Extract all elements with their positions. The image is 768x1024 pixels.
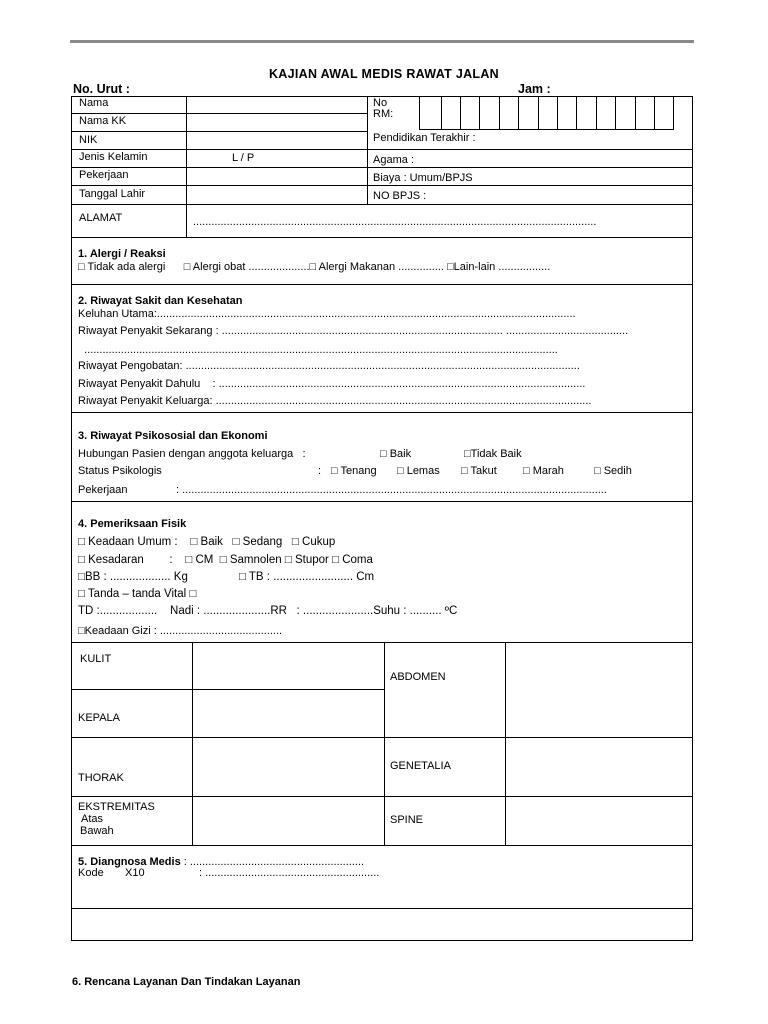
rm-box [596, 97, 597, 129]
exam-row-line [72, 737, 693, 738]
rm-box [673, 97, 674, 129]
label-no-bpjs: NO BPJS : [373, 190, 427, 202]
section-line [72, 237, 693, 238]
riwayat-dahulu: Riwayat Penyakit Dahulu : ........................................................................................................................ [78, 378, 586, 390]
pekerjaan-dots: : ........................................................................................................................................... [176, 484, 607, 496]
row-line [72, 113, 368, 114]
kode-dots: : ......................................................... [199, 867, 380, 879]
exam-abdomen: ABDOMEN [390, 671, 446, 683]
rm-box [654, 97, 655, 129]
section-line [72, 845, 693, 846]
label-kode: Kode [78, 867, 104, 879]
option-takut: □ Takut [461, 465, 497, 477]
exam-col-3 [505, 642, 506, 845]
label-alamat: ALAMAT [79, 212, 123, 224]
status-colon: : [318, 465, 322, 477]
rm-box [479, 97, 480, 129]
section-2-heading: 2. Riwayat Sakit dan Kesehatan [78, 295, 243, 307]
keluhan-utama: Keluhan Utama:......................................................................................................................................... [78, 308, 576, 320]
option-lemas: □ Lemas [397, 465, 440, 477]
diagnosa-dots: : ......................................................... [180, 856, 365, 868]
section-line [72, 501, 693, 502]
exam-thorak: THORAK [78, 772, 124, 784]
section-1-heading: 1. Alergi / Reaksi [78, 248, 166, 260]
label-pekerjaan-s3: Pekerjaan [78, 484, 128, 496]
exam-ekstremitas: EKSTREMITAS [78, 801, 155, 813]
kesadaran: □ Kesadaran : □ CM □ Samnolen □ Stupor □ Coma [78, 554, 373, 566]
label-tanggal-lahir: Tanggal Lahir [79, 188, 146, 200]
riwayat-pengobatan: Riwayat Pengobatan: ................................................................................................................................. [78, 360, 580, 372]
option-tidak-baik: □Tidak Baik [464, 448, 522, 460]
riwayat-keluarga: Riwayat Penyakit Keluarga: ........................................................................................................................... [78, 395, 592, 407]
label-jenis-kelamin: Jenis Kelamin [79, 151, 148, 163]
section-line [72, 642, 693, 643]
label-pendidikan: Pendidikan Terakhir : [373, 132, 476, 144]
section-3-heading: 3. Riwayat Psikososial dan Ekonomi [78, 430, 268, 442]
form-title: KAJIAN AWAL MEDIS RAWAT JALAN [268, 67, 499, 81]
exam-kulit: KULIT [80, 653, 112, 665]
tanda-vital: □ Tanda – tanda Vital □ [78, 588, 197, 600]
row-line [72, 149, 693, 150]
option-sedih: □ Sedih [594, 465, 632, 477]
section-line [72, 284, 693, 285]
rm-box [419, 97, 420, 129]
rm-box [538, 97, 539, 129]
exam-col-2 [384, 642, 385, 845]
label-rm: RM: [373, 108, 394, 120]
exam-genetalia: GENETALIA [390, 760, 451, 772]
bb-tb: □BB : ................... Kg □ TB : ......................... Cm [78, 571, 375, 583]
top-rule [70, 40, 694, 43]
rm-box [518, 97, 519, 129]
section-line [72, 908, 693, 909]
row-line [72, 204, 693, 205]
alamat-dots: .................................................................................................................................... [193, 216, 597, 228]
exam-col-1 [192, 642, 193, 845]
option-tenang: □ Tenang [331, 465, 377, 477]
exam-atas: Atas [81, 813, 104, 825]
label-nik: NIK [79, 134, 98, 146]
label-x10: X10 [125, 867, 145, 879]
rm-box-bottom [419, 129, 674, 130]
exam-row-line [72, 796, 693, 797]
keadaan-umum: □ Keadaan Umum : □ Baik □ Sedang □ Cukup [78, 536, 336, 548]
rm-box [499, 97, 500, 129]
label-nama-kk: Nama KK [79, 115, 127, 127]
exam-row-line [72, 689, 385, 690]
rm-box [441, 97, 442, 129]
allergy-options: □ Tidak ada alergi □ Alergi obat ....................□ Alergi Makanan ............... □Lain-lain ................. [78, 261, 551, 273]
rm-box [615, 97, 616, 129]
label-biaya: Biaya : Umum/BPJS [373, 172, 473, 184]
label-status-psikologis: Status Psikologis [78, 465, 162, 477]
riwayat-sekarang: Riwayat Penyakit Sekarang : ............................................................................................ ........................................ [78, 325, 629, 337]
section-5-heading: 5. Diangnosa Medis [78, 856, 181, 868]
rm-box [576, 97, 577, 129]
value-lp: L / P [232, 152, 255, 164]
jam-label: Jam : [518, 82, 551, 96]
label-no: No [373, 97, 388, 109]
vital-values: TD :.................. Nadi : .....................RR : ......................Suhu : .......... ºC [78, 605, 458, 617]
label-nama: Nama [79, 97, 109, 109]
section-line [72, 412, 693, 413]
rm-box [557, 97, 558, 129]
riwayat-sekarang-cont: ........................................................................................................................................................... [78, 344, 558, 356]
section-4-heading: 4. Pemeriksaan Fisik [78, 518, 187, 530]
label-hubungan: Hubungan Pasien dengan anggota keluarga : [78, 448, 306, 460]
keadaan-gizi: □Keadaan Gizi : ........................................ [78, 625, 283, 637]
section-6-heading: 6. Rencana Layanan Dan Tindakan Layanan [72, 976, 301, 988]
row-line [72, 131, 368, 132]
label-pekerjaan: Pekerjaan [79, 169, 129, 181]
rm-box [460, 97, 461, 129]
rm-box [635, 97, 636, 129]
option-marah: □ Marah [523, 465, 564, 477]
exam-bawah: Bawah [80, 825, 114, 837]
exam-spine: SPINE [390, 814, 424, 826]
no-urut-label: No. Urut : [73, 82, 130, 96]
row-line [72, 167, 693, 168]
exam-kepala: KEPALA [78, 712, 120, 724]
label-agama: Agama : [373, 154, 414, 166]
row-line [72, 185, 693, 186]
option-baik: □ Baik [380, 448, 412, 460]
